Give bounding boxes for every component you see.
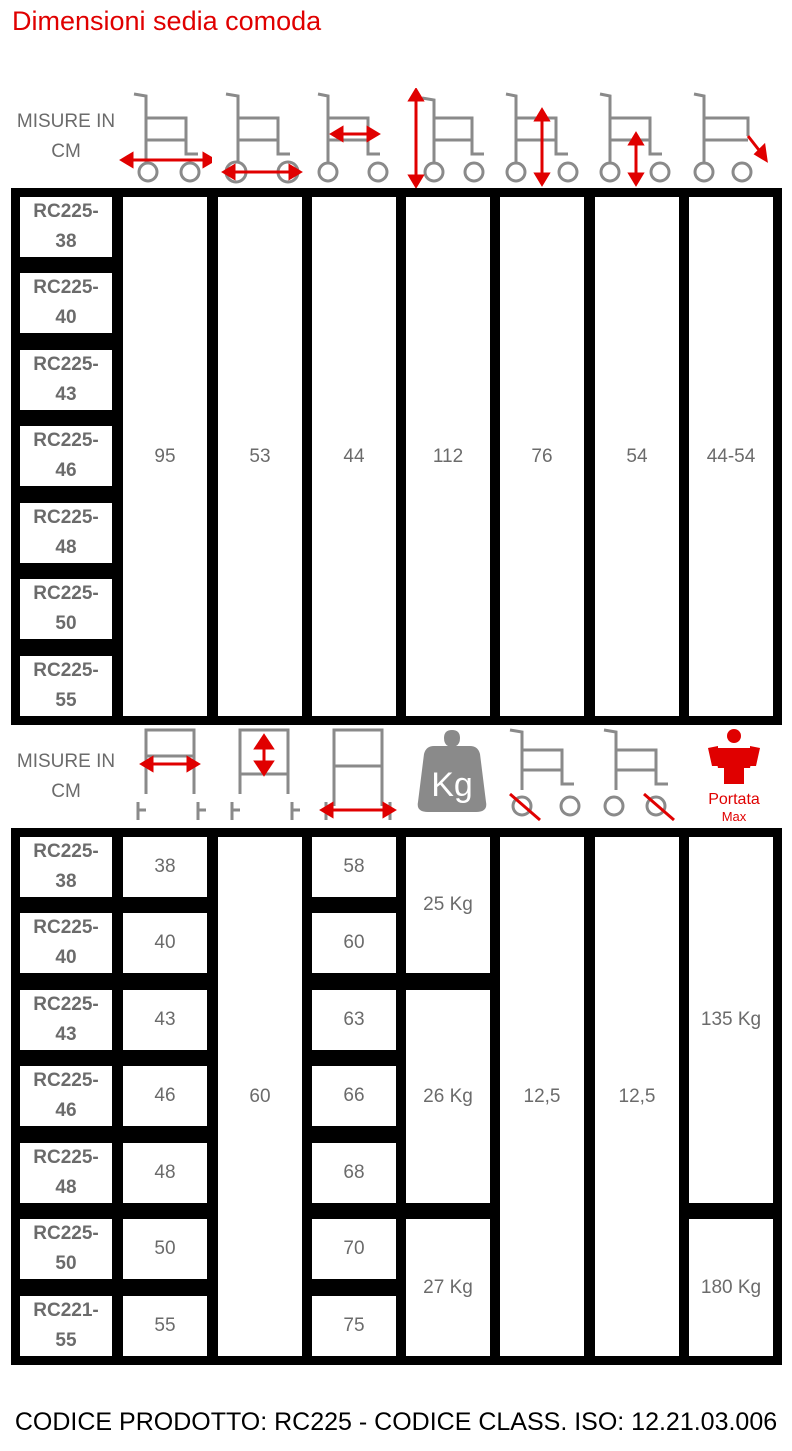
- folded-length-value: 60: [312, 913, 396, 973]
- model-code: RC225- 46: [33, 1070, 99, 1121]
- model-code: RC225- 43: [33, 994, 99, 1045]
- front-wheel-value: 12,5: [500, 837, 584, 1356]
- folded-width-value: 38: [123, 837, 207, 897]
- table-row: [20, 426, 112, 486]
- model-code: RC225- 48: [33, 507, 99, 558]
- weight-value: 26 Kg: [406, 990, 490, 1203]
- overall-length-value: 95: [123, 197, 207, 716]
- seat-height-value: 76: [500, 197, 584, 716]
- folded-length-value: 68: [312, 1143, 396, 1203]
- folded-width-value: 55: [123, 1296, 207, 1356]
- model-code: RC225- 40: [33, 277, 99, 328]
- overall-height-value: 112: [406, 197, 490, 716]
- folded-length-value: 75: [312, 1296, 396, 1356]
- model-code: RC221- 55: [33, 1300, 99, 1351]
- table-row: [20, 1219, 112, 1279]
- folded-length-value: 66: [312, 1066, 396, 1126]
- folded-length-value: 58: [312, 837, 396, 897]
- model-code: RC225- 50: [33, 583, 99, 634]
- folded-width-value: 40: [123, 913, 207, 973]
- table-row: [20, 197, 112, 257]
- max-load-icon: [688, 724, 782, 824]
- overall-length-icon: [118, 88, 212, 188]
- table-row: [20, 1143, 112, 1203]
- product-code-footer: CODICE PRODOTTO: RC225 - CODICE CLASS. ISO: 12.21.03.006: [14, 1408, 778, 1436]
- model-code: RC225- 43: [33, 354, 99, 405]
- armrest-height-icon: [588, 88, 682, 188]
- units-label: [10, 747, 122, 807]
- table-row: [20, 656, 112, 716]
- overall-height-icon: [400, 88, 494, 188]
- table-row: [20, 273, 112, 333]
- rear-wheel-value: 12,5: [595, 837, 679, 1356]
- overall-width-value: 53: [218, 197, 302, 716]
- table-row: [20, 503, 112, 563]
- model-code: RC225- 46: [33, 430, 99, 481]
- front-wheel-icon: [500, 724, 594, 824]
- table-row: [20, 837, 112, 897]
- kg-label: Kg: [431, 766, 473, 804]
- seat-width-value: 44: [312, 197, 396, 716]
- table-row: [20, 990, 112, 1050]
- folded-width-value: 50: [123, 1219, 207, 1279]
- model-code: RC225- 40: [33, 917, 99, 968]
- rear-wheel-icon: [594, 724, 688, 824]
- max-load-value: 135 Kg: [689, 837, 773, 1203]
- folded-width-icon: [124, 724, 218, 824]
- specs-table: [11, 828, 782, 1365]
- footrest-height-value: 44-54: [689, 197, 773, 716]
- table-row: [20, 579, 112, 639]
- table-row: [20, 1296, 112, 1356]
- overall-width-icon: [212, 88, 306, 188]
- folded-width-value: 48: [123, 1143, 207, 1203]
- max-label: Max: [721, 809, 747, 824]
- folded-width-value: 46: [123, 1066, 207, 1126]
- units-label-line2: CM: [51, 781, 81, 802]
- units-label-line1: MISURE IN: [16, 111, 116, 132]
- model-code: RC225- 48: [33, 1147, 99, 1198]
- max-load-value: 180 Kg: [689, 1219, 773, 1356]
- model-code: RC225- 55: [33, 660, 99, 711]
- model-code: RC225- 38: [33, 201, 99, 252]
- footrest-height-icon: [682, 88, 776, 188]
- page-title: Dimensioni sedia comoda: [12, 6, 322, 36]
- weight-kg-icon: [406, 724, 500, 824]
- portata-label: Portata: [708, 791, 760, 808]
- folded-length-icon: [312, 724, 406, 824]
- weight-value: 27 Kg: [406, 1219, 490, 1356]
- seat-width-icon: [306, 88, 400, 188]
- weight-value: 25 Kg: [406, 837, 490, 973]
- table-row: [20, 913, 112, 973]
- units-label-line1: MISURE IN: [16, 751, 116, 772]
- seat-height-icon: [494, 88, 588, 188]
- folded-length-value: 70: [312, 1219, 396, 1279]
- units-label-line2: CM: [51, 141, 81, 162]
- folded-height-value: 60: [218, 837, 302, 1356]
- units-label: [10, 107, 122, 167]
- model-code: RC225- 38: [33, 841, 99, 892]
- table-row: [20, 1066, 112, 1126]
- dimensions-table: [11, 188, 782, 725]
- folded-height-icon: [218, 724, 312, 824]
- model-code: RC225- 50: [33, 1223, 99, 1274]
- folded-length-value: 63: [312, 990, 396, 1050]
- table-row: [20, 350, 112, 410]
- armrest-height-value: 54: [595, 197, 679, 716]
- folded-width-value: 43: [123, 990, 207, 1050]
